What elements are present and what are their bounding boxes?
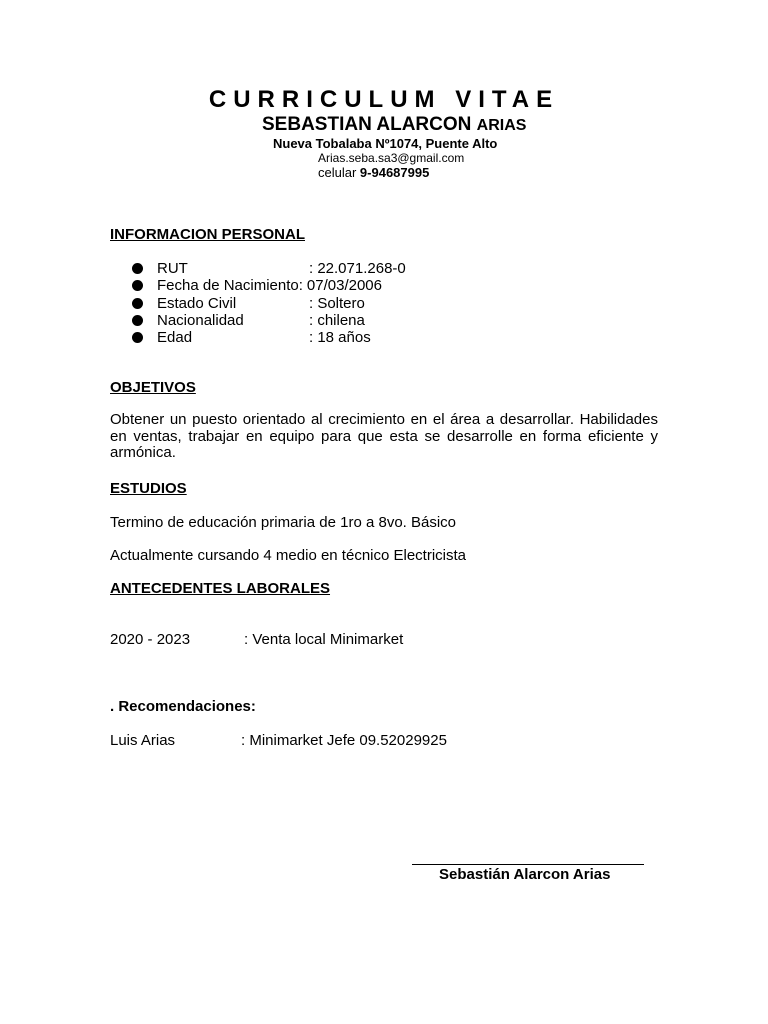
info-row-rut	[132, 260, 406, 277]
info-row-civil-status	[132, 295, 406, 312]
study-line: Termino de educación primaria de 1ro a 8vo. Básico	[110, 514, 457, 531]
work-heading: ANTECEDENTES LABORALES	[110, 580, 331, 597]
info-label: Fecha de Nacimiento:	[157, 277, 303, 295]
info-label: Nacionalidad	[157, 311, 244, 329]
reference-detail: : Minimarket Jefe 09.52029925	[241, 732, 447, 749]
objectives-text: Obtener un puesto orientado al crecimiento en el área a desarrollar. Habilidades en ventas, trabajar en equipo para que esta se desarrolle en forma eficiente y armónica.	[110, 411, 658, 461]
studies-heading: ESTUDIOS	[110, 480, 187, 497]
bullet-icon	[132, 315, 143, 326]
signature-name: Sebastián Alarcon Arias	[439, 866, 611, 883]
info-label: Edad	[157, 329, 193, 347]
name-last: ARIAS	[476, 117, 527, 134]
study-line: Actualmente cursando 4 medio en técnico Electricista	[110, 547, 467, 564]
info-value: : 22.071.268-0	[309, 260, 406, 277]
work-description: : Venta local Minimarket	[244, 631, 404, 648]
personal-info-list	[132, 260, 406, 346]
signature-line	[412, 864, 644, 865]
personal-heading: INFORMACION PERSONAL	[110, 226, 305, 243]
info-value: 07/03/2006	[306, 277, 382, 295]
phone	[318, 165, 429, 180]
info-row-nationality	[132, 312, 406, 329]
address: Nueva Tobalaba Nº1074, Puente Alto	[273, 136, 498, 151]
info-row-birthdate	[132, 277, 406, 294]
bullet-icon	[132, 263, 143, 274]
email: Arias.seba.sa3@gmail.com	[318, 151, 465, 165]
info-value: : 18 años	[309, 329, 371, 347]
bullet-icon	[132, 280, 143, 291]
references-heading: . Recomendaciones:	[110, 698, 256, 715]
full-name	[262, 114, 526, 136]
reference-name: Luis Arias	[110, 732, 176, 749]
bullet-icon	[132, 332, 143, 343]
bullet-icon	[132, 298, 143, 309]
phone-number: 9-94687995	[359, 165, 430, 180]
objectives-heading: OBJETIVOS	[110, 379, 196, 396]
name-first: SEBASTIAN ALARCON	[262, 114, 472, 135]
info-value: : Soltero	[309, 294, 365, 312]
cv-title: CURRICULUM VITAE	[208, 86, 560, 113]
work-period: 2020 - 2023	[110, 631, 191, 648]
info-label: Estado Civil	[157, 294, 237, 312]
info-label: RUT	[157, 260, 188, 277]
info-row-age	[132, 329, 406, 346]
info-value: : chilena	[309, 311, 365, 329]
phone-label: celular	[318, 165, 357, 180]
